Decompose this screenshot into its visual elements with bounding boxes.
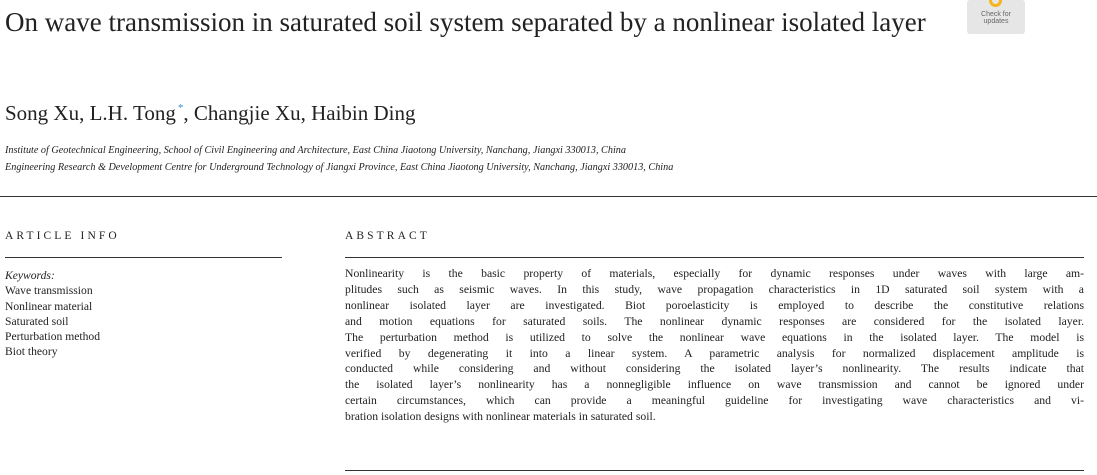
author-name[interactable]: Changjie Xu <box>193 101 301 125</box>
keyword[interactable]: Saturated soil <box>5 314 69 328</box>
author-name[interactable]: Song Xu <box>5 101 80 125</box>
abstract-text <box>345 266 1084 425</box>
keyword[interactable]: Biot theory <box>5 345 58 359</box>
article-info-divider <box>5 257 282 258</box>
affiliation: Engineering Research & Development Centre for Underground Technology of Jiangxi Province, East China Jiaotong University, Nanchang, Jiangxi 330013, China <box>5 162 674 173</box>
badge-line-1: Check for <box>981 11 1011 18</box>
author-separator: , <box>183 101 194 125</box>
abstract-line: nonlinear isolated layer are investigated. Biot poroelasticity is employed to describe the constitutive relations <box>345 298 1084 312</box>
author-separator: , <box>79 101 90 125</box>
abstract-line: Nonlinearity is the basic property of materials, especially for dynamic responses under waves with large am- <box>345 267 1084 280</box>
keywords-block <box>5 268 100 360</box>
keywords-label: Keywords: <box>5 269 55 282</box>
keyword[interactable]: Perturbation method <box>5 330 100 344</box>
author-name[interactable]: Haibin Ding <box>311 101 416 125</box>
keyword[interactable]: Wave transmission <box>5 284 93 298</box>
header-divider <box>0 196 1097 197</box>
abstract-line: conducted while considering and without considering the isolated layer’s nonlinearity. The results indicate that <box>345 362 1084 376</box>
check-for-updates-badge[interactable] <box>967 0 1025 34</box>
abstract-line: and motion equations for saturated soils. The nonlinear dynamic responses are considered for the isolated layer. <box>345 314 1084 328</box>
abstract-line: The perturbation method is utilized to solve the nonlinear wave equations in the isolated layer. The model is <box>345 330 1084 344</box>
article-title: On wave transmission in saturated soil system separated by a nonlinear isolated layer <box>5 7 926 37</box>
check-updates-icon <box>989 0 1002 7</box>
keyword[interactable]: Nonlinear material <box>5 299 93 313</box>
article-info-heading: ARTICLE INFO <box>5 230 120 242</box>
abstract-line: certain circumstances, which can provide a meaningful guideline for investigating wave characteristics and vi- <box>345 394 1084 408</box>
abstract-divider <box>345 257 1084 258</box>
author-name[interactable]: L.H. Tong <box>89 101 176 125</box>
affiliation: Institute of Geotechnical Engineering, School of Civil Engineering and Architecture, East China Jiaotong University, Nanchang, Jiangxi 330013, China <box>5 145 626 156</box>
author-separator: , <box>300 101 312 125</box>
abstract-line: verified by degenerating it into a linear system. A parametric analysis for normalized displacement amplitude is <box>345 346 1084 360</box>
abstract-bottom-divider <box>345 470 1084 471</box>
corresponding-author-mark[interactable]: * <box>177 102 184 114</box>
abstract-heading: ABSTRACT <box>345 230 430 242</box>
author-list <box>5 101 415 126</box>
badge-line-2: updates <box>983 18 1009 25</box>
abstract-line: plitudes such as seismic waves. In this study, wave propagation characteristics in 1D saturated soil system with a <box>345 282 1084 296</box>
abstract-line: the isolated layer’s nonlinearity has a nonnegligible influence on wave transmission and cannot be ignored under <box>345 378 1084 392</box>
abstract-line: bration isolation designs with nonlinear materials in saturated soil. <box>345 410 656 424</box>
